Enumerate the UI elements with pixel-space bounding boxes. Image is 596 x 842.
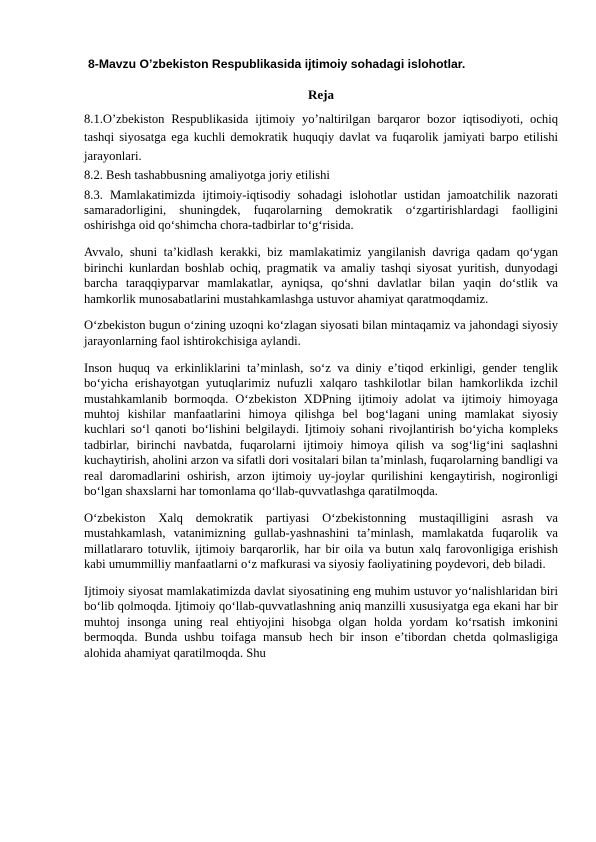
paragraph-3: Inson huquq va erkinliklarini ta’minlash, so‘z va diniy e’tiqod erkinligi, gender tenglik bo‘yicha erishayotgan yutuqlarimiz nufuzli xalqaro tashkilotlar bilan hamkorlikda izchil mustahkamlanib bormoqda. O‘zbekiston XDPning ijtimoiy adolat va ijtimoiy himoyaga muhtoj kishilar manfaatlarini himoya qilishga bel bog‘lagani uning mamlakat siyosiy kuchlari so‘l qanoti bo‘lishini belgilaydi. Ijtimoiy sohani rivojlantirish bo‘yicha kompleks tadbirlar, birinchi navbatda, fuqarolarni ijtimoiy himoya qilish va sog‘lig‘ini saqlashni kuchaytirish, aholini arzon va sifatli dori vositalari bilan ta’minlash, fuqarolarning bandligi va real daromadlarini oshirish, arzon ijtimoiy uy-joylar qurilishini kengaytirish, nogironligi bo‘lgan shaxslarni har tomonlama qo‘llab-quvvatlashga qaratilmoqda. <box>84 360 558 499</box>
document-body <box>84 110 558 661</box>
paragraph-4: O‘zbekiston Xalq demokratik partiyasi O‘zbekistonning mustaqilligini asrash va mustahkamlash, vatanimizning gullab-yashnashini ta’minlash, mamlakatda fuqarolik va millatlararo totuvlik, ijtimoiy barqarorlik, har bir oila va butun xalq farovonligiga erishish kabi umummilliy manfaatlarni o‘z mafkurasi va siyosiy faoliyatining poydevori, deb biladi. <box>84 510 558 572</box>
plan-item-1: 8.1.O’zbekiston Respublikasida ijtimoiy yo’naltirilgan barqaror bozor iqtisodiyoti, ochiq tashqi siyosatga ega kuchli demokratik huquqiy davlat va fuqarolik jamiyati barpo etilishi jarayonlari. <box>84 112 558 163</box>
paragraph-2: O‘zbekiston bugun o‘zining uzoqni ko‘zlagan siyosati bilan mintaqamiz va jahondagi siyosiy jarayonlarning faol ishtirokchisiga aylandi. <box>84 318 558 348</box>
plan-item-2: 8.2. Besh tashabbusning amaliyotga joriy etilishi <box>84 168 330 183</box>
paragraph-5: Ijtimoiy siyosat mamlakatimizda davlat siyosatining eng muhim ustuvor yo‘nalishlaridan biri bo‘lib qolmoqda. Ijtimoiy qo‘llab-quvvatlashning aniq manzilli xususiyatga ega ekani har bir muhtoj insonga uning real ehtiyojini hisobga olgan holda yordam ko‘rsatish imkonini bermoqda. Bunda ushbu toifaga mansub hech bir inson e’tibordan chetda qolmasligiga alohida ahamiyat qaratilmoqda. Shu <box>84 584 558 660</box>
plan-heading: Reja <box>308 87 334 102</box>
plan-item-3: 8.3. Mamlakatimizda ijtimoiy-iqtisodiy sohadagi islohotlar ustidan jamoatchilik nazorati samaradorligini, shuningdek, fuqarolarning demokratik o‘zgartirishlardagi faolligini oshirishga oid qo‘shimcha chora-tadbirlar to‘g‘risida. <box>84 187 558 233</box>
document-title: 8-Mavzu O’zbekiston Respublikasida ijtimoiy sohadagi islohotlar. <box>88 57 466 71</box>
paragraph-1: Avvalo, shuni ta’kidlash kerakki, biz mamlakatimiz yangilanish davriga qadam qo‘ygan birinchi kunlardan boshlab ochiq, pragmatik va amaliy tashqi siyosat yuritish, dunyodagi barcha taraqqiyparvar mamlakatlar, ayniqsa, qo‘shni davlatlar bilan yaqin do‘stlik va hamkorlik munosabatlarini mustahkamlashga ustuvor ahamiyat qaratmoqdamiz. <box>84 245 558 306</box>
